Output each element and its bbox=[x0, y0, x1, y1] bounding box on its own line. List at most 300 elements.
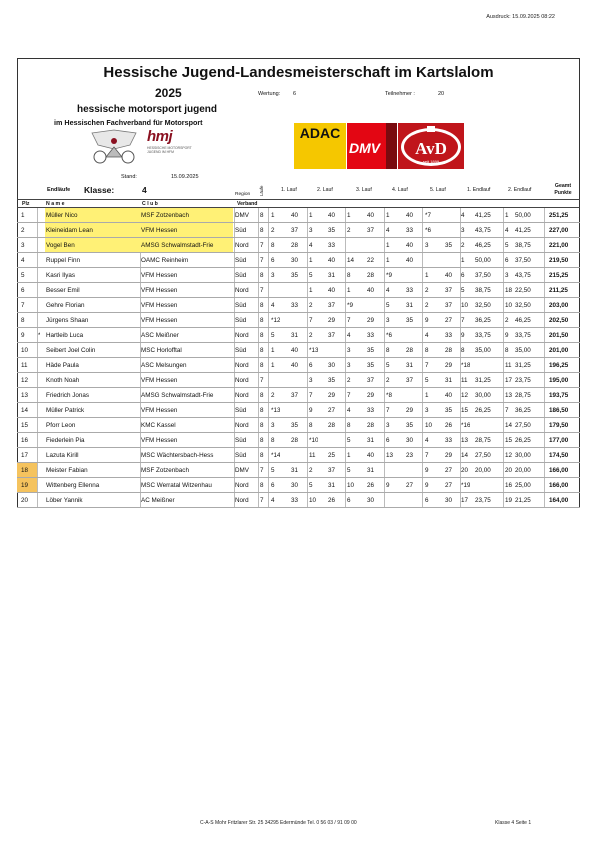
table-row bbox=[17, 433, 580, 448]
cell-lauf1-points: 35 bbox=[291, 272, 299, 279]
cell-endlauf1-points: 33,75 bbox=[475, 332, 491, 339]
cell-lauf4-place: 6 bbox=[386, 437, 390, 444]
cell-lauf2-place: 5 bbox=[309, 272, 313, 279]
cell-lauf4-points: 35 bbox=[406, 317, 414, 324]
cell-lauf3-place: 5 bbox=[347, 467, 351, 474]
cell-endlauf2-place: 4 bbox=[505, 227, 509, 234]
cell-endlauf2-points: 27,50 bbox=[515, 422, 531, 429]
cell-lauf5-points: 40 bbox=[445, 392, 453, 399]
cell-lauf1-place: 4 bbox=[271, 302, 275, 309]
table-row bbox=[17, 328, 580, 343]
cell-lauf1-place: *14 bbox=[271, 452, 281, 459]
cell-lauf4-place: 4 bbox=[386, 227, 390, 234]
cell-club: VFM Hessen bbox=[141, 227, 178, 234]
cell-lauf2-points: 37 bbox=[328, 302, 336, 309]
cell-laeufe: 8 bbox=[260, 302, 264, 309]
cell-lauf2-place: 2 bbox=[309, 332, 313, 339]
column-header-row bbox=[17, 199, 580, 208]
cell-lauf2-points: 35 bbox=[328, 377, 336, 384]
cell-laeufe: 8 bbox=[260, 392, 264, 399]
cell-name: Löber Yannik bbox=[46, 497, 83, 504]
cell-lauf3-points: 28 bbox=[367, 272, 375, 279]
cell-lauf3-place: 7 bbox=[347, 317, 351, 324]
cell-club: MSC Wächtersbach-Hess bbox=[141, 452, 214, 459]
cell-endlauf1-points: 30,00 bbox=[475, 392, 491, 399]
cell-lauf3-place: 2 bbox=[347, 377, 351, 384]
table-row bbox=[17, 238, 580, 253]
cell-lauf2-place: 2 bbox=[309, 467, 313, 474]
cell-lauf5-place: 9 bbox=[425, 317, 429, 324]
cell-lauf5-place: *7 bbox=[425, 212, 431, 219]
header-region: Region bbox=[235, 192, 251, 197]
cell-region: Süd bbox=[235, 437, 247, 444]
cell-total: 251,25 bbox=[549, 212, 569, 219]
cell-lauf4-points: 37 bbox=[406, 377, 414, 384]
cell-name: Knoth Noah bbox=[46, 377, 80, 384]
cell-region: DMV bbox=[235, 467, 249, 474]
cell-total: 179,50 bbox=[549, 422, 569, 429]
cell-region: Süd bbox=[235, 257, 247, 264]
cell-endlauf2-place: 20 bbox=[505, 467, 513, 474]
cell-lauf2-place: 1 bbox=[309, 287, 313, 294]
cell-laeufe: 8 bbox=[260, 407, 264, 414]
wertung-label: Wertung: bbox=[258, 91, 281, 97]
cell-endlauf2-place: 2 bbox=[505, 317, 509, 324]
cell-laeufe: 8 bbox=[260, 212, 264, 219]
cell-lauf1-place: 4 bbox=[271, 497, 275, 504]
table-row bbox=[17, 223, 580, 238]
cell-lauf2-place: 8 bbox=[309, 422, 313, 429]
cell-lauf1-place: 8 bbox=[271, 242, 275, 249]
cell-plz: 3 bbox=[21, 242, 25, 249]
cell-endlauf2-points: 26,25 bbox=[515, 437, 531, 444]
cell-lauf1-place: 6 bbox=[271, 257, 275, 264]
klasse-value: 4 bbox=[142, 185, 147, 195]
cell-endlauf1-place: *19 bbox=[461, 482, 471, 489]
cell-name: Lazuta Kirill bbox=[46, 452, 79, 459]
stand-label: Stand: bbox=[121, 174, 137, 180]
cell-endlauf2-points: 41,25 bbox=[515, 227, 531, 234]
cell-laeufe: 8 bbox=[260, 332, 264, 339]
cell-laeufe: 8 bbox=[260, 452, 264, 459]
header-lauf-1: 1. Lauf bbox=[281, 187, 297, 193]
header-gesamt bbox=[548, 183, 578, 197]
cell-laeufe: 7 bbox=[260, 377, 264, 384]
cell-lauf2-place: *13 bbox=[309, 347, 319, 354]
cell-total: 227,00 bbox=[549, 227, 569, 234]
cell-lauf5-place: 9 bbox=[425, 467, 429, 474]
cell-lauf5-points: 40 bbox=[445, 272, 453, 279]
cell-region: Süd bbox=[235, 407, 247, 414]
cell-total: 201,50 bbox=[549, 332, 569, 339]
cell-lauf2-place: 1 bbox=[309, 257, 313, 264]
cell-lauf4-place: 7 bbox=[386, 407, 390, 414]
cell-plz: 9 bbox=[21, 332, 25, 339]
cell-endlauf2-place: 7 bbox=[505, 407, 509, 414]
cell-endlauf2-place: 6 bbox=[505, 257, 509, 264]
cell-endlauf1-place: 20 bbox=[461, 467, 469, 474]
cell-name: Vogel Ben bbox=[46, 242, 75, 249]
cell-lauf4-points: 23 bbox=[406, 452, 414, 459]
cell-laeufe: 7 bbox=[260, 257, 264, 264]
dmv-logo-bar bbox=[386, 123, 397, 169]
cell-lauf1-points: 33 bbox=[291, 302, 299, 309]
cell-lauf3-points: 22 bbox=[367, 257, 375, 264]
cell-lauf3-points: 35 bbox=[367, 347, 375, 354]
cell-lauf3-place: 1 bbox=[347, 212, 351, 219]
table-row bbox=[17, 463, 580, 478]
cell-endlauf2-points: 31,25 bbox=[515, 362, 531, 369]
cell-lauf1-place: 5 bbox=[271, 467, 275, 474]
cell-name: Friedrich Jonas bbox=[46, 392, 90, 399]
cell-lauf5-points: 29 bbox=[445, 452, 453, 459]
table-row bbox=[17, 283, 580, 298]
cell-lauf4-points: 30 bbox=[406, 437, 414, 444]
cell-lauf5-place: 1 bbox=[425, 392, 429, 399]
cell-lauf5-place: 5 bbox=[425, 377, 429, 384]
cell-lauf3-points: 29 bbox=[367, 392, 375, 399]
cell-endlauf2-points: 46,25 bbox=[515, 317, 531, 324]
cell-name: Hartleib Luca bbox=[46, 332, 84, 339]
cell-lauf1-points: 28 bbox=[291, 242, 299, 249]
cell-club: VFM Hessen bbox=[141, 317, 178, 324]
cell-region: Süd bbox=[235, 347, 247, 354]
cell-endlauf2-place: 16 bbox=[505, 482, 513, 489]
cell-lauf2-place: 1 bbox=[309, 212, 313, 219]
cell-lauf3-points: 26 bbox=[367, 482, 375, 489]
cell-lauf2-points: 31 bbox=[328, 272, 336, 279]
cell-region: Nord bbox=[235, 287, 249, 294]
cell-lauf5-place: 2 bbox=[425, 302, 429, 309]
cell-lauf3-place: 7 bbox=[347, 392, 351, 399]
cell-lauf3-place: 4 bbox=[347, 407, 351, 414]
cell-lauf5-place: 7 bbox=[425, 452, 429, 459]
cell-lauf2-place: 10 bbox=[309, 497, 317, 504]
cell-lauf2-points: 35 bbox=[328, 227, 336, 234]
cell-lauf1-place: 3 bbox=[271, 422, 275, 429]
cell-lauf3-points: 37 bbox=[367, 377, 375, 384]
cell-lauf3-points: 37 bbox=[367, 227, 375, 234]
cell-endlauf2-points: 35,00 bbox=[515, 347, 531, 354]
cell-total: 166,00 bbox=[549, 482, 569, 489]
cell-laeufe: 7 bbox=[260, 287, 264, 294]
cell-lauf1-place: 3 bbox=[271, 272, 275, 279]
cell-total: 196,25 bbox=[549, 362, 569, 369]
header-lauf-2: 2. Lauf bbox=[317, 187, 333, 193]
cell-name: Gehre Florian bbox=[46, 302, 85, 309]
cell-lauf5-place: 3 bbox=[425, 242, 429, 249]
cell-club: VFM Hessen bbox=[141, 302, 178, 309]
cell-lauf5-place: 2 bbox=[425, 287, 429, 294]
cell-lauf5-points: 27 bbox=[445, 317, 453, 324]
cell-endlauf2-points: 32,50 bbox=[515, 302, 531, 309]
cell-lauf5-points: 31 bbox=[445, 377, 453, 384]
cell-name: Jürgens Shaan bbox=[46, 317, 89, 324]
cell-lauf4-place: *9 bbox=[386, 272, 392, 279]
cell-endlauf2-place: 15 bbox=[505, 437, 513, 444]
cell-endlauf1-place: 9 bbox=[461, 332, 465, 339]
cell-lauf3-place: 2 bbox=[347, 227, 351, 234]
table-row bbox=[17, 343, 580, 358]
cell-endlauf2-points: 33,75 bbox=[515, 332, 531, 339]
cell-plz: 12 bbox=[21, 377, 29, 384]
cell-plz: 13 bbox=[21, 392, 29, 399]
cell-lauf4-points: 29 bbox=[406, 407, 414, 414]
cell-lauf2-place: 4 bbox=[309, 242, 313, 249]
cell-laeufe: 8 bbox=[260, 347, 264, 354]
cell-lauf1-points: 31 bbox=[291, 332, 299, 339]
cell-lauf1-place: 1 bbox=[271, 347, 275, 354]
cell-region: Nord bbox=[235, 482, 249, 489]
cell-lauf3-points: 35 bbox=[367, 362, 375, 369]
cell-club: MSC Horlofftal bbox=[141, 347, 182, 354]
cell-name: Pforr Leon bbox=[46, 422, 76, 429]
cell-endlauf2-place: 1 bbox=[505, 212, 509, 219]
cell-endlauf1-place: 13 bbox=[461, 437, 469, 444]
cell-lauf1-points: 40 bbox=[291, 212, 299, 219]
cell-lauf5-points: 27 bbox=[445, 482, 453, 489]
cell-lauf3-points: 31 bbox=[367, 467, 375, 474]
cell-lauf3-points: 30 bbox=[367, 497, 375, 504]
cell-endlauf2-place: 17 bbox=[505, 377, 513, 384]
cell-lauf2-points: 28 bbox=[328, 422, 336, 429]
cell-lauf2-points: 33 bbox=[328, 242, 336, 249]
cell-lauf4-place: 1 bbox=[386, 212, 390, 219]
footer-page: Klasse 4 Seite 1 bbox=[495, 820, 532, 826]
header-club: C l u b bbox=[142, 201, 158, 207]
header-lauf-5: 5. Lauf bbox=[430, 187, 446, 193]
cell-region: Süd bbox=[235, 317, 247, 324]
cell-endlauf2-place: 5 bbox=[505, 242, 509, 249]
cell-lauf4-place: 4 bbox=[386, 287, 390, 294]
cell-lauf5-place: 6 bbox=[425, 497, 429, 504]
cell-lauf3-points: 29 bbox=[367, 317, 375, 324]
cell-lauf4-points: 40 bbox=[406, 257, 414, 264]
cell-lauf3-place: 1 bbox=[347, 452, 351, 459]
cell-club: ASC Meißner bbox=[141, 332, 179, 339]
cell-plz: 20 bbox=[21, 497, 29, 504]
cell-total: 202,50 bbox=[549, 317, 569, 324]
cell-lauf1-points: 40 bbox=[291, 347, 299, 354]
cell-region: DMV bbox=[235, 212, 249, 219]
header-endlauf-2: 2. Endlauf bbox=[508, 187, 532, 193]
cell-club: VFM Hessen bbox=[141, 287, 178, 294]
table-row bbox=[17, 388, 580, 403]
header-lauf-3: 3. Lauf bbox=[356, 187, 372, 193]
teilnehmer-label: Teilnehmer : bbox=[385, 91, 415, 97]
cell-lauf2-points: 37 bbox=[328, 467, 336, 474]
cell-club: MSC Werratal Witzenhau bbox=[141, 482, 212, 489]
header-laeufe: Läufe bbox=[259, 185, 264, 196]
cell-plz: 5 bbox=[21, 272, 25, 279]
cell-club: ASC Melsungen bbox=[141, 362, 187, 369]
cell-endlauf2-points: 30,00 bbox=[515, 452, 531, 459]
cell-lauf3-points: 31 bbox=[367, 437, 375, 444]
cell-name: Seibert Joel Colin bbox=[46, 347, 96, 354]
cell-plz: 8 bbox=[21, 317, 25, 324]
cell-laeufe: 8 bbox=[260, 362, 264, 369]
cell-endlauf1-place: 3 bbox=[461, 227, 465, 234]
cell-laeufe: 8 bbox=[260, 272, 264, 279]
cell-lauf5-points: 33 bbox=[445, 332, 453, 339]
cell-endlauf1-place: 12 bbox=[461, 392, 469, 399]
cell-region: Nord bbox=[235, 377, 249, 384]
table-row bbox=[17, 268, 580, 283]
cell-lauf5-points: 30 bbox=[445, 497, 453, 504]
cell-lauf3-points: 40 bbox=[367, 287, 375, 294]
cell-laeufe: 7 bbox=[260, 242, 264, 249]
cell-plz: 1 bbox=[21, 212, 25, 219]
cell-lauf1-place: *13 bbox=[271, 407, 281, 414]
cell-endlauf1-points: 38,75 bbox=[475, 287, 491, 294]
cell-total: 186,50 bbox=[549, 407, 569, 414]
cell-endlauf2-points: 38,75 bbox=[515, 242, 531, 249]
cell-lauf4-points: 27 bbox=[406, 482, 414, 489]
cell-lauf3-place: 8 bbox=[347, 272, 351, 279]
cell-lauf5-place: 10 bbox=[425, 422, 433, 429]
cell-plz: 4 bbox=[21, 257, 25, 264]
cell-lauf5-points: 35 bbox=[445, 407, 453, 414]
wertung-value: 6 bbox=[293, 91, 297, 97]
cell-name: Müller Nico bbox=[46, 212, 78, 219]
cell-lauf2-place: 2 bbox=[309, 302, 313, 309]
cell-endlauf1-place: 8 bbox=[461, 347, 465, 354]
cell-lauf1-points: 40 bbox=[291, 362, 299, 369]
cell-lauf1-place: 1 bbox=[271, 212, 275, 219]
printed-timestamp: Ausdruck: 15.09.2025 08:22 bbox=[486, 14, 555, 20]
table-row bbox=[17, 448, 580, 463]
cell-lauf5-points: 37 bbox=[445, 302, 453, 309]
cell-endlauf2-place: 9 bbox=[505, 332, 509, 339]
cell-endlauf1-place: 14 bbox=[461, 452, 469, 459]
cell-endlauf2-place: 14 bbox=[505, 422, 513, 429]
cell-lauf1-points: 33 bbox=[291, 497, 299, 504]
page-title: Hessische Jugend-Landesmeisterschaft im Kartslalom bbox=[103, 64, 494, 81]
cell-lauf3-points: 33 bbox=[367, 407, 375, 414]
cell-laeufe: 8 bbox=[260, 482, 264, 489]
cell-lauf4-points: 33 bbox=[406, 287, 414, 294]
cell-name: Fiederlein Pia bbox=[46, 437, 85, 444]
cell-club: MSF Zotzenbach bbox=[141, 212, 189, 219]
cell-laeufe: 7 bbox=[260, 497, 264, 504]
cell-region: Nord bbox=[235, 242, 249, 249]
cell-endlauf1-points: 23,75 bbox=[475, 497, 491, 504]
cell-total: 211,25 bbox=[549, 287, 568, 294]
cell-club: OAMC Reinheim bbox=[141, 257, 189, 264]
cell-endlauf2-points: 43,75 bbox=[515, 272, 531, 279]
cell-total: 215,25 bbox=[549, 272, 569, 279]
cell-endlauf1-place: 11 bbox=[461, 377, 468, 384]
cell-endlauf1-points: 50,00 bbox=[475, 257, 491, 264]
cell-endlauf2-points: 23,75 bbox=[515, 377, 531, 384]
cell-lauf4-points: 28 bbox=[406, 347, 414, 354]
cell-endlauf1-points: 26,25 bbox=[475, 407, 491, 414]
cell-endlauf1-place: 7 bbox=[461, 317, 465, 324]
cell-endlauf1-place: 2 bbox=[461, 242, 465, 249]
teilnehmer-value: 20 bbox=[438, 91, 445, 97]
cell-total: 174,50 bbox=[549, 452, 569, 459]
cell-lauf5-points: 29 bbox=[445, 362, 453, 369]
cell-region: Nord bbox=[235, 332, 249, 339]
cell-lauf5-points: 26 bbox=[445, 422, 453, 429]
adac-logo bbox=[294, 123, 346, 169]
cell-lauf4-points: 40 bbox=[406, 242, 414, 249]
cell-lauf4-place: 5 bbox=[386, 302, 390, 309]
cell-name: Meister Fabian bbox=[46, 467, 88, 474]
cell-plz: 6 bbox=[21, 287, 25, 294]
table-row bbox=[17, 403, 580, 418]
cell-lauf3-place: 10 bbox=[347, 482, 355, 489]
cell-total: 201,00 bbox=[549, 347, 569, 354]
cell-lauf4-place: *8 bbox=[386, 392, 392, 399]
cell-lauf5-place: 4 bbox=[425, 437, 429, 444]
cell-endlauf2-place: 11 bbox=[505, 362, 512, 369]
cell-plz: 11 bbox=[21, 362, 28, 369]
cell-club: VFM Hessen bbox=[141, 437, 178, 444]
cell-endlauf1-points: 46,25 bbox=[475, 242, 491, 249]
cell-lauf1-place: 2 bbox=[271, 392, 275, 399]
header-verband: Verband bbox=[237, 201, 258, 207]
cell-lauf1-place: 6 bbox=[271, 482, 275, 489]
avd-logo-text: AvD bbox=[415, 139, 447, 158]
cell-club: MSF Zotzenbach bbox=[141, 467, 189, 474]
cell-endlauf1-points: 37,50 bbox=[475, 272, 491, 279]
cell-lauf2-points: 29 bbox=[328, 392, 336, 399]
cell-mark: * bbox=[38, 332, 41, 339]
cell-lauf2-points: 31 bbox=[328, 482, 336, 489]
cell-lauf2-points: 27 bbox=[328, 407, 336, 414]
cell-lauf2-points: 25 bbox=[328, 452, 336, 459]
cell-total: 193,75 bbox=[549, 392, 569, 399]
cell-lauf4-place: 1 bbox=[386, 257, 390, 264]
cell-lauf3-points: 40 bbox=[367, 452, 375, 459]
cell-lauf1-place: *12 bbox=[271, 317, 281, 324]
cell-plz: 18 bbox=[21, 467, 29, 474]
cell-endlauf1-points: 28,75 bbox=[475, 437, 491, 444]
cell-lauf4-points: 31 bbox=[406, 302, 414, 309]
cell-laeufe: 8 bbox=[260, 437, 264, 444]
cell-lauf4-place: 3 bbox=[386, 422, 390, 429]
hmj-logo-text: hmj bbox=[147, 128, 173, 145]
hmj-logo bbox=[84, 127, 194, 169]
cell-endlauf2-place: 8 bbox=[505, 347, 509, 354]
cell-lauf2-points: 40 bbox=[328, 287, 336, 294]
cell-endlauf2-points: 21,25 bbox=[515, 497, 531, 504]
cell-endlauf2-place: 18 bbox=[505, 287, 513, 294]
cell-endlauf1-place: 15 bbox=[461, 407, 469, 414]
cell-total: 219,50 bbox=[549, 257, 569, 264]
table-row bbox=[17, 373, 580, 388]
cell-name: Kasri Ilyas bbox=[46, 272, 76, 279]
organisation-subtitle: im Hessischen Fachverband für Motorsport bbox=[54, 118, 203, 127]
cell-region: Süd bbox=[235, 302, 247, 309]
cell-endlauf2-points: 28,75 bbox=[515, 392, 531, 399]
dmv-logo bbox=[347, 123, 397, 169]
cell-lauf3-place: 6 bbox=[347, 497, 351, 504]
cell-plz: 2 bbox=[21, 227, 25, 234]
cell-lauf1-place: 8 bbox=[271, 437, 275, 444]
cell-lauf2-place: 9 bbox=[309, 407, 313, 414]
cell-club: VFM Hessen bbox=[141, 407, 178, 414]
cell-laeufe: 8 bbox=[260, 317, 264, 324]
cell-endlauf1-place: 5 bbox=[461, 287, 465, 294]
cell-name: Besser Emil bbox=[46, 287, 80, 294]
adac-logo-text: ADAC bbox=[299, 125, 341, 141]
cell-lauf1-points: 37 bbox=[291, 227, 299, 234]
cell-lauf3-points: 28 bbox=[367, 422, 375, 429]
cell-endlauf1-points: 36,25 bbox=[475, 317, 491, 324]
header-endlauf-1: 1. Endlauf bbox=[467, 187, 491, 193]
